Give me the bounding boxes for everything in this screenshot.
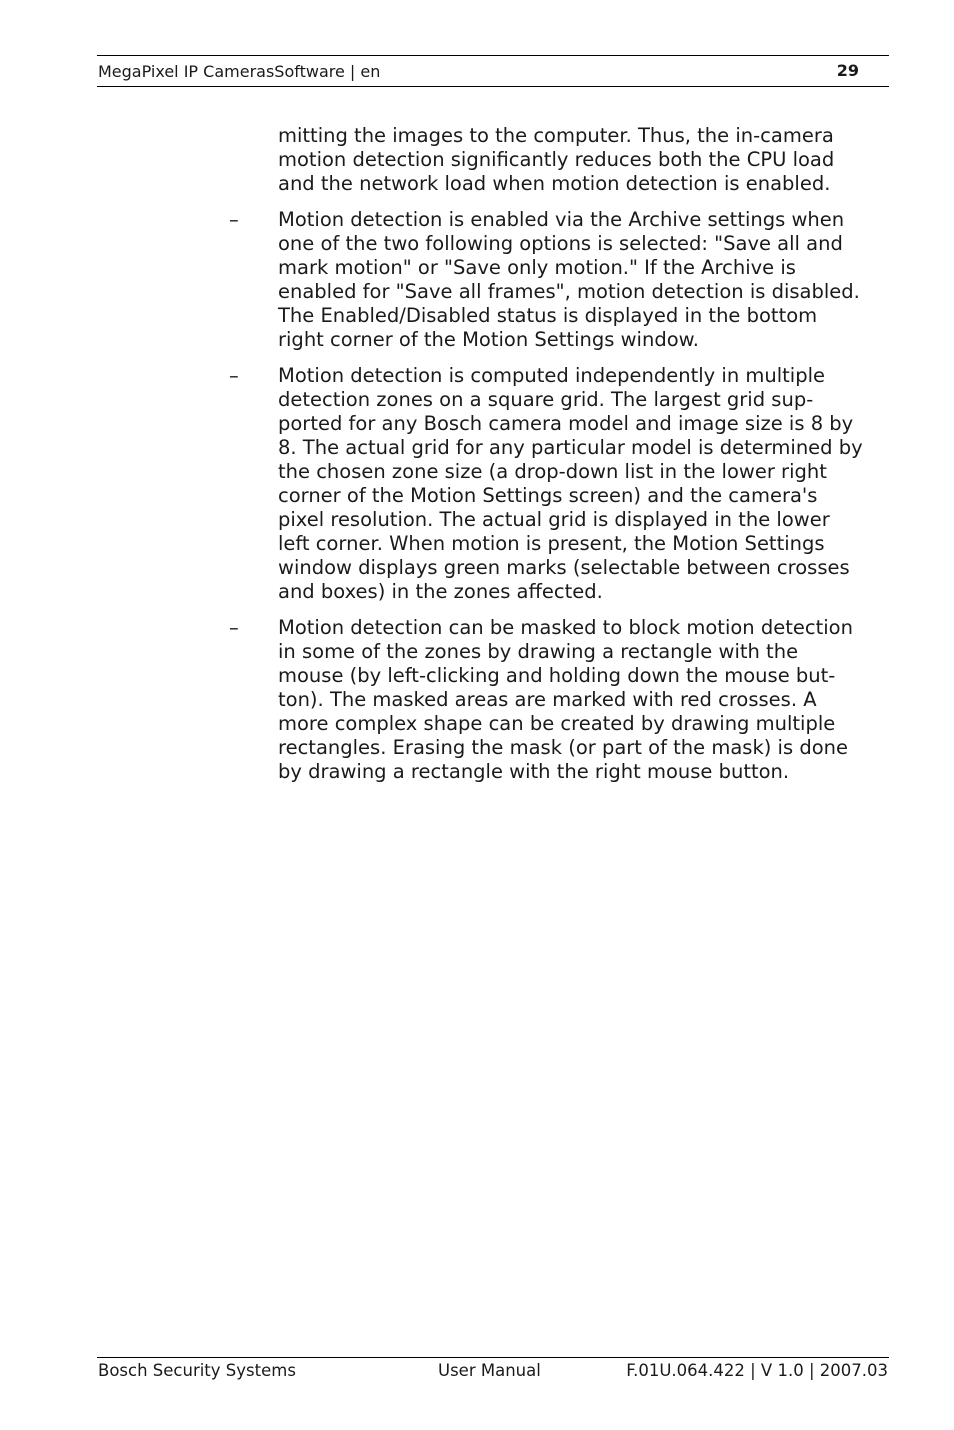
page-footer bbox=[97, 1357, 889, 1387]
text-line: window displays green marks (selectable between crosses bbox=[278, 556, 850, 579]
footer-doc-id: F.01U.064.422 | V 1.0 | 2007.03 bbox=[626, 1361, 888, 1380]
footer-doc-type: User Manual bbox=[438, 1361, 541, 1380]
text-line: motion detection significantly reduces both the CPU load bbox=[278, 148, 835, 171]
text-line: pixel resolution. The actual grid is displayed in the lower bbox=[278, 508, 830, 531]
bullet-item-archive-settings bbox=[229, 208, 888, 352]
bullet-dash: – bbox=[229, 616, 239, 639]
bullet-item-detection-zones bbox=[229, 364, 888, 604]
intro-paragraph bbox=[278, 124, 888, 196]
text-line: in some of the zones by drawing a rectangle with the bbox=[278, 640, 799, 663]
text-line: The Enabled/Disabled status is displayed in the bottom bbox=[278, 304, 818, 327]
text-line: ported for any Bosch camera model and image size is 8 by bbox=[278, 412, 854, 435]
page-header bbox=[97, 55, 889, 87]
page-number: 29 bbox=[836, 61, 859, 80]
text-line: enabled for "Save all frames", motion detection is disabled. bbox=[278, 280, 860, 303]
text-line: 8. The actual grid for any particular model is determined by bbox=[278, 436, 863, 459]
text-line: and the network load when motion detection is enabled. bbox=[278, 172, 831, 195]
text-line: more complex shape can be created by drawing multiple bbox=[278, 712, 836, 735]
main-content bbox=[229, 124, 888, 796]
text-line: rectangles. Erasing the mask (or part of the mask) is done bbox=[278, 736, 848, 759]
text-line: left corner. When motion is present, the Motion Settings bbox=[278, 532, 825, 555]
text-line: right corner of the Motion Settings window. bbox=[278, 328, 699, 351]
text-line: Motion detection is computed independently in multiple bbox=[278, 364, 825, 387]
footer-company: Bosch Security Systems bbox=[98, 1361, 296, 1380]
text-line: Motion detection can be masked to block motion detection bbox=[278, 616, 853, 639]
text-line: mitting the images to the computer. Thus, the in-camera bbox=[278, 124, 834, 147]
text-line: detection zones on a square grid. The largest grid sup- bbox=[278, 388, 814, 411]
text-line: mark motion" or "Save only motion." If the Archive is bbox=[278, 256, 796, 279]
text-line: and boxes) in the zones affected. bbox=[278, 580, 603, 603]
text-line: corner of the Motion Settings screen) and the camera's bbox=[278, 484, 818, 507]
text-line: ton). The masked areas are marked with red crosses. A bbox=[278, 688, 817, 711]
text-line: the chosen zone size (a drop-down list in the lower right bbox=[278, 460, 827, 483]
bullet-dash: – bbox=[229, 208, 239, 231]
header-title: MegaPixel IP CamerasSoftware | en bbox=[98, 62, 381, 81]
bullet-dash: – bbox=[229, 364, 239, 387]
bullet-item-masking bbox=[229, 616, 888, 784]
text-line: mouse (by left-clicking and holding down the mouse but- bbox=[278, 664, 836, 687]
text-line: Motion detection is enabled via the Archive settings when bbox=[278, 208, 845, 231]
text-line: one of the two following options is selected: "Save all and bbox=[278, 232, 843, 255]
text-line: by drawing a rectangle with the right mouse button. bbox=[278, 760, 790, 783]
